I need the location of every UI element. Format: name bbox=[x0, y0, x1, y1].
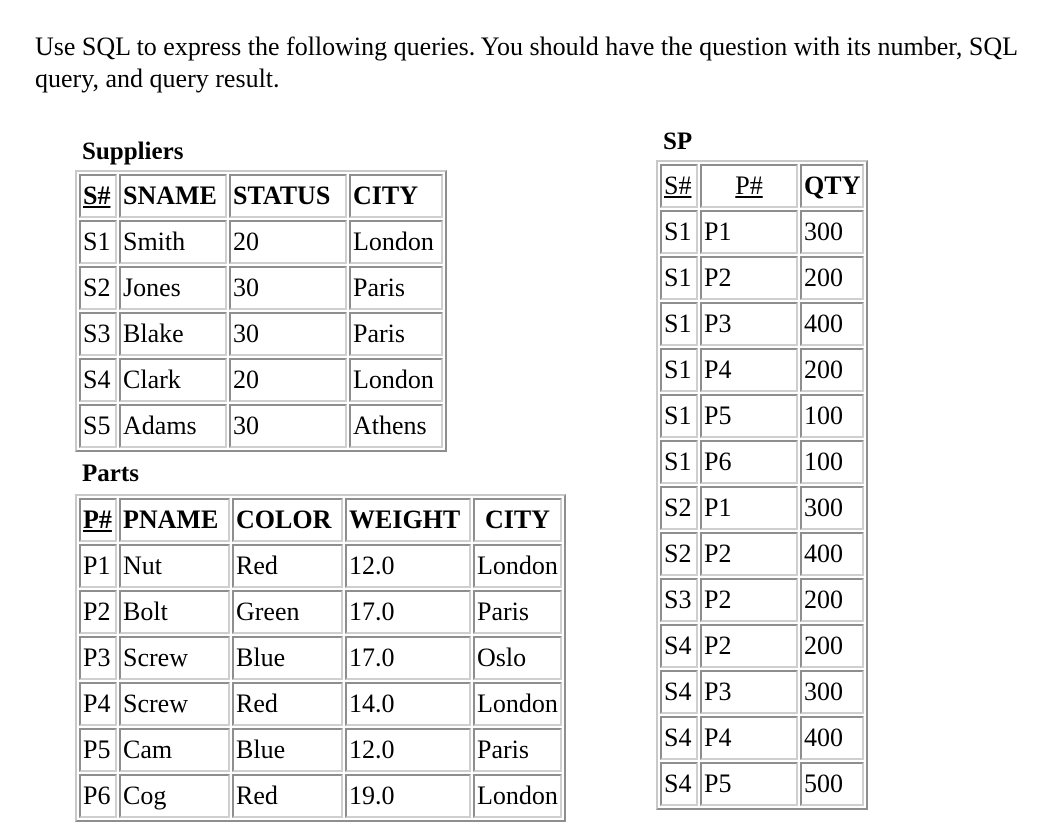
suppliers-header-status: STATUS bbox=[229, 174, 347, 218]
suppliers-cell-city: London bbox=[349, 358, 443, 402]
suppliers-table-row bbox=[79, 358, 443, 402]
parts-table-row bbox=[79, 636, 562, 680]
parts-cell-weight: 19.0 bbox=[345, 774, 471, 818]
sp-cell-pno: P2 bbox=[700, 256, 798, 300]
sp-table-row bbox=[660, 486, 864, 530]
sp-table-row bbox=[660, 670, 864, 714]
parts-table-row bbox=[79, 774, 562, 818]
parts-table-row bbox=[79, 590, 562, 634]
sp-cell-pno: P4 bbox=[700, 348, 798, 392]
suppliers-cell-status: 30 bbox=[229, 266, 347, 310]
parts-cell-color: Blue bbox=[232, 636, 343, 680]
parts-cell-pname: Cam bbox=[119, 728, 230, 772]
parts-cell-weight: 12.0 bbox=[345, 728, 471, 772]
sp-table-row bbox=[660, 302, 864, 346]
suppliers-cell-sname: Clark bbox=[119, 358, 227, 402]
sp-cell-pno: P5 bbox=[700, 394, 798, 438]
sp-cell-pno: P2 bbox=[700, 578, 798, 622]
suppliers-cell-city: Paris bbox=[349, 312, 443, 356]
suppliers-cell-sname: Smith bbox=[119, 220, 227, 264]
sp-cell-pno: P3 bbox=[700, 670, 798, 714]
sp-cell-pno: P1 bbox=[700, 210, 798, 254]
suppliers-caption: Suppliers bbox=[82, 138, 184, 165]
parts-caption: Parts bbox=[82, 460, 139, 487]
sp-cell-qty: 400 bbox=[800, 716, 864, 760]
parts-cell-color: Red bbox=[232, 682, 343, 726]
parts-cell-city: Paris bbox=[473, 590, 562, 634]
suppliers-cell-sno: S1 bbox=[79, 220, 117, 264]
sp-cell-qty: 100 bbox=[800, 440, 864, 484]
sp-header-sno: S# bbox=[660, 164, 698, 208]
parts-cell-pname: Screw bbox=[119, 636, 230, 680]
suppliers-cell-sno: S4 bbox=[79, 358, 117, 402]
parts-cell-pno: P2 bbox=[79, 590, 117, 634]
sp-cell-sno: S1 bbox=[660, 302, 698, 346]
sp-cell-sno: S3 bbox=[660, 578, 698, 622]
suppliers-header-city: CITY bbox=[349, 174, 443, 218]
parts-cell-pno: P1 bbox=[79, 544, 117, 588]
sp-cell-pno: P2 bbox=[700, 624, 798, 668]
sp-cell-qty: 300 bbox=[800, 486, 864, 530]
parts-header-weight: WEIGHT bbox=[345, 498, 471, 542]
sp-cell-sno: S4 bbox=[660, 716, 698, 760]
sp-table-row bbox=[660, 624, 864, 668]
suppliers-cell-status: 20 bbox=[229, 220, 347, 264]
parts-cell-city: Paris bbox=[473, 728, 562, 772]
sp-table-row bbox=[660, 394, 864, 438]
parts-cell-pno: P6 bbox=[79, 774, 117, 818]
parts-table-row bbox=[79, 544, 562, 588]
sp-cell-qty: 200 bbox=[800, 624, 864, 668]
parts-cell-city: London bbox=[473, 774, 562, 818]
sp-cell-qty: 300 bbox=[800, 210, 864, 254]
parts-header-city: CITY bbox=[473, 498, 562, 542]
sp-header-qty: QTY bbox=[800, 164, 864, 208]
suppliers-table-row bbox=[79, 312, 443, 356]
sp-cell-sno: S1 bbox=[660, 256, 698, 300]
sp-table-row bbox=[660, 348, 864, 392]
sp-cell-pno: P6 bbox=[700, 440, 798, 484]
sp-cell-sno: S4 bbox=[660, 762, 698, 806]
parts-cell-weight: 14.0 bbox=[345, 682, 471, 726]
parts-header-row bbox=[79, 498, 562, 542]
suppliers-body bbox=[79, 220, 443, 448]
parts-cell-pname: Screw bbox=[119, 682, 230, 726]
sp-table-row bbox=[660, 532, 864, 576]
parts-table-row bbox=[79, 728, 562, 772]
instructions-text: Use SQL to express the following queries. You should have the question with its number, SQL query, and query result. bbox=[35, 32, 1018, 93]
parts-cell-weight: 12.0 bbox=[345, 544, 471, 588]
parts-header-pno: P# bbox=[79, 498, 117, 542]
sp-cell-sno: S1 bbox=[660, 348, 698, 392]
parts-cell-pname: Bolt bbox=[119, 590, 230, 634]
suppliers-header-sno: S# bbox=[79, 174, 117, 218]
suppliers-cell-sno: S2 bbox=[79, 266, 117, 310]
sp-cell-qty: 400 bbox=[800, 302, 864, 346]
parts-cell-weight: 17.0 bbox=[345, 636, 471, 680]
sp-table bbox=[656, 160, 868, 810]
sp-cell-qty: 200 bbox=[800, 578, 864, 622]
suppliers-cell-city: Athens bbox=[349, 404, 443, 448]
sp-cell-qty: 200 bbox=[800, 256, 864, 300]
suppliers-cell-status: 20 bbox=[229, 358, 347, 402]
sp-cell-pno: P3 bbox=[700, 302, 798, 346]
sp-header-row bbox=[660, 164, 864, 208]
sp-cell-sno: S1 bbox=[660, 210, 698, 254]
sp-header-pno: P# bbox=[700, 164, 798, 208]
parts-cell-city: London bbox=[473, 544, 562, 588]
sp-table-row bbox=[660, 210, 864, 254]
sp-body bbox=[660, 210, 864, 806]
sp-cell-pno: P1 bbox=[700, 486, 798, 530]
sp-cell-sno: S2 bbox=[660, 532, 698, 576]
parts-cell-city: London bbox=[473, 682, 562, 726]
sp-cell-sno: S1 bbox=[660, 440, 698, 484]
suppliers-cell-sname: Blake bbox=[119, 312, 227, 356]
parts-cell-weight: 17.0 bbox=[345, 590, 471, 634]
sp-table-row bbox=[660, 440, 864, 484]
sp-table-row bbox=[660, 762, 864, 806]
suppliers-header-sname: SNAME bbox=[119, 174, 227, 218]
parts-cell-pname: Nut bbox=[119, 544, 230, 588]
sp-cell-sno: S4 bbox=[660, 670, 698, 714]
sp-cell-pno: P4 bbox=[700, 716, 798, 760]
sp-table-row bbox=[660, 578, 864, 622]
parts-cell-color: Green bbox=[232, 590, 343, 634]
parts-header-color: COLOR bbox=[232, 498, 343, 542]
parts-body bbox=[79, 544, 562, 818]
sp-cell-qty: 200 bbox=[800, 348, 864, 392]
suppliers-cell-sno: S3 bbox=[79, 312, 117, 356]
sp-cell-qty: 400 bbox=[800, 532, 864, 576]
sp-cell-qty: 100 bbox=[800, 394, 864, 438]
parts-cell-city: Oslo bbox=[473, 636, 562, 680]
parts-cell-pno: P5 bbox=[79, 728, 117, 772]
sp-cell-sno: S2 bbox=[660, 486, 698, 530]
suppliers-cell-sno: S5 bbox=[79, 404, 117, 448]
suppliers-table-row bbox=[79, 220, 443, 264]
sp-caption: SP bbox=[663, 128, 693, 155]
suppliers-cell-status: 30 bbox=[229, 312, 347, 356]
parts-cell-color: Red bbox=[232, 774, 343, 818]
parts-cell-color: Red bbox=[232, 544, 343, 588]
sp-table-row bbox=[660, 256, 864, 300]
parts-cell-pno: P4 bbox=[79, 682, 117, 726]
sp-cell-qty: 500 bbox=[800, 762, 864, 806]
sp-cell-pno: P2 bbox=[700, 532, 798, 576]
parts-cell-color: Blue bbox=[232, 728, 343, 772]
parts-cell-pname: Cog bbox=[119, 774, 230, 818]
suppliers-header-row bbox=[79, 174, 443, 218]
sp-cell-sno: S4 bbox=[660, 624, 698, 668]
sp-cell-sno: S1 bbox=[660, 394, 698, 438]
suppliers-cell-status: 30 bbox=[229, 404, 347, 448]
suppliers-table bbox=[75, 170, 447, 452]
suppliers-cell-sname: Adams bbox=[119, 404, 227, 448]
parts-table bbox=[75, 494, 566, 822]
sp-cell-qty: 300 bbox=[800, 670, 864, 714]
suppliers-cell-city: Paris bbox=[349, 266, 443, 310]
parts-table-row bbox=[79, 682, 562, 726]
sp-table-row bbox=[660, 716, 864, 760]
suppliers-cell-sname: Jones bbox=[119, 266, 227, 310]
sp-cell-pno: P5 bbox=[700, 762, 798, 806]
suppliers-table-row bbox=[79, 266, 443, 310]
parts-header-pname: PNAME bbox=[119, 498, 230, 542]
suppliers-table-row bbox=[79, 404, 443, 448]
suppliers-cell-city: London bbox=[349, 220, 443, 264]
parts-cell-pno: P3 bbox=[79, 636, 117, 680]
